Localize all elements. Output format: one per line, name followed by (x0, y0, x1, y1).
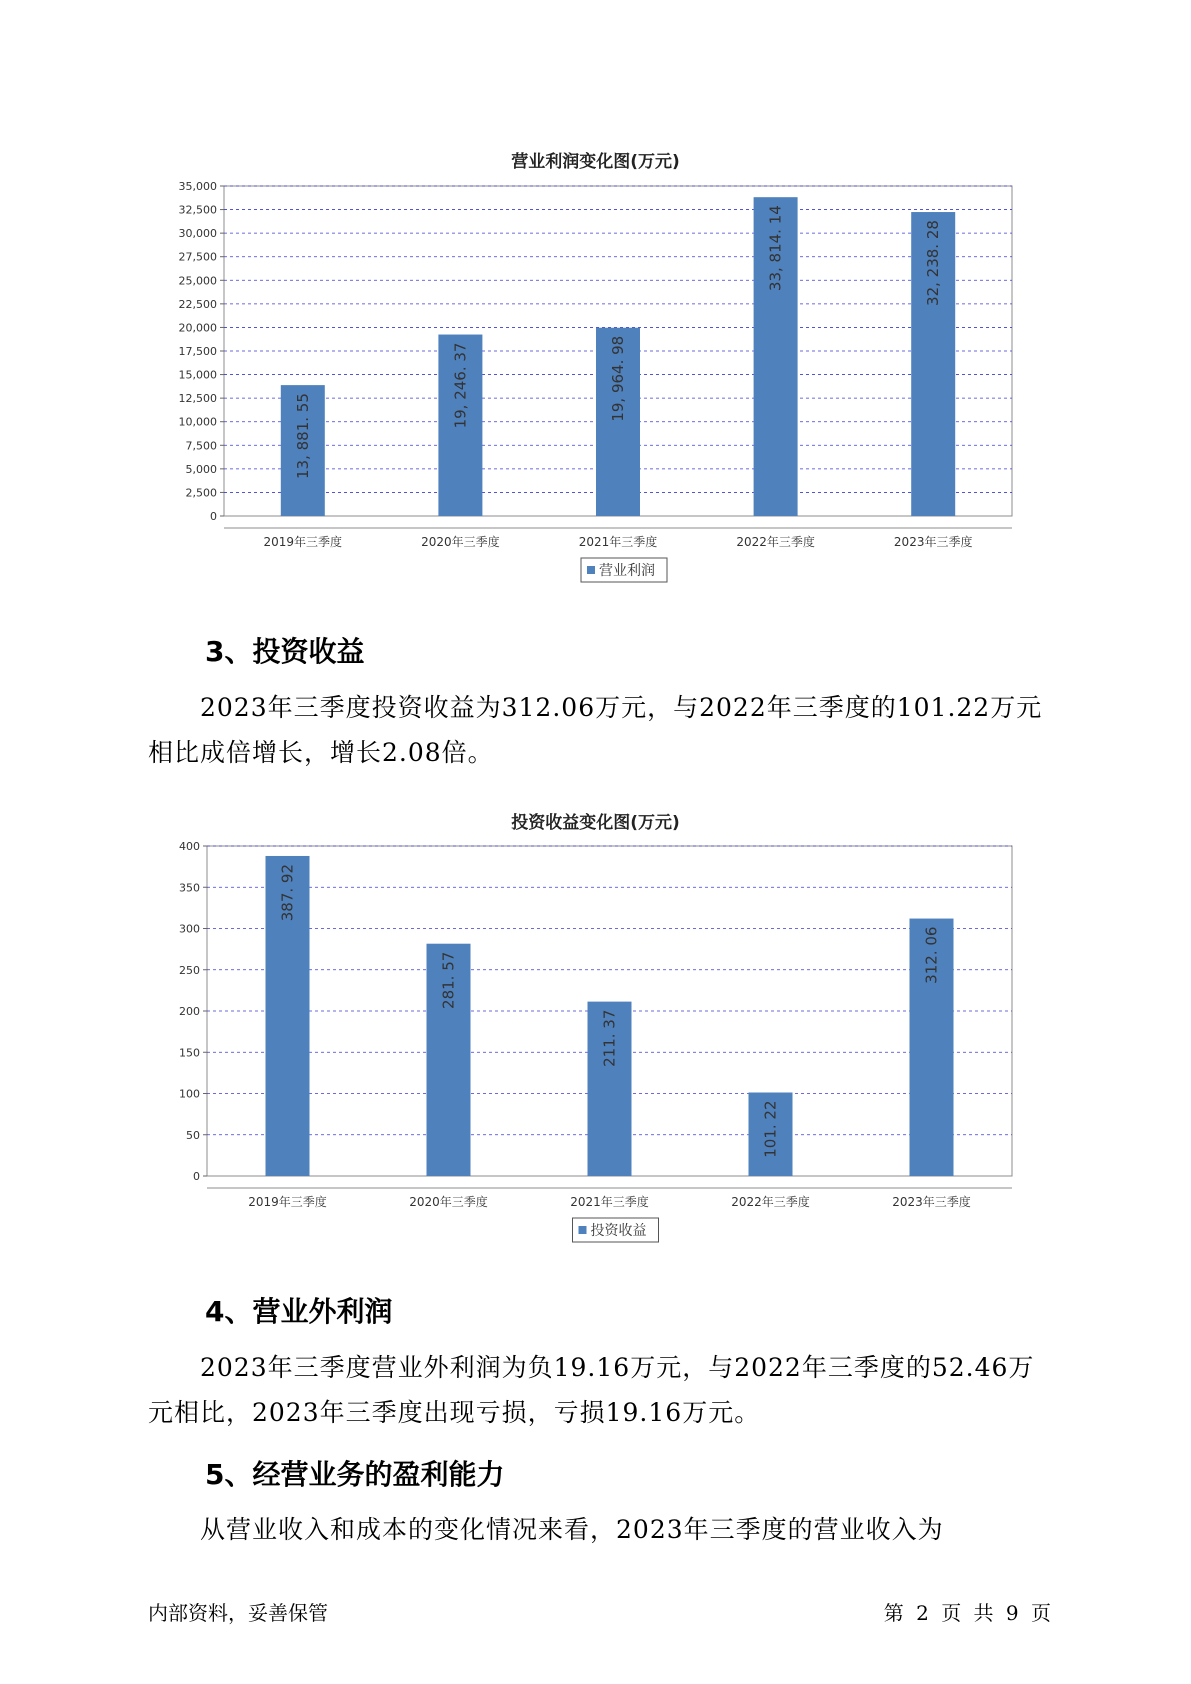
y-tick-label: 15,000 (178, 368, 217, 382)
footer-confidential-note: 内部资料，妥善保管 (148, 1601, 328, 1625)
bar-value-label: 19, 964. 98 (609, 335, 627, 422)
y-tick-label: 25,000 (178, 274, 217, 288)
bar-value-label: 281. 57 (439, 951, 458, 1009)
y-tick-label: 100 (179, 1087, 200, 1101)
investment-income-chart (0, 840, 1191, 1260)
y-tick-label: 17,500 (178, 345, 217, 358)
x-category-label: 2022年三季度 (731, 1195, 810, 1209)
y-tick-label: 0 (193, 1170, 200, 1183)
y-tick-label: 32,500 (178, 203, 217, 217)
y-tick-label: 2,500 (185, 486, 217, 500)
y-tick-label: 350 (179, 881, 200, 895)
y-tick-label: 50 (186, 1128, 200, 1142)
y-tick-label: 5,000 (185, 462, 217, 476)
x-category-label: 2023年三季度 (892, 1195, 971, 1209)
x-category-label: 2019年三季度 (248, 1195, 327, 1209)
x-category-label: 2022年三季度 (736, 535, 815, 549)
y-tick-label: 200 (179, 1005, 200, 1018)
bar-value-label: 312. 06 (922, 926, 941, 984)
x-category-label: 2020年三季度 (421, 535, 500, 549)
y-tick-label: 20,000 (178, 321, 217, 335)
y-tick-label: 27,500 (178, 250, 217, 264)
y-tick-label: 300 (179, 922, 200, 936)
section-4-paragraph: 2023年三季度营业外利润为负19.16万元，与2022年三季度的52.46万元相比，2023年三季度出现亏损，亏损19.16万元。 (148, 1353, 1035, 1427)
bar-value-label: 19, 246. 37 (451, 342, 470, 429)
operating-profit-chart (0, 180, 1191, 600)
chart2-title: 投资收益变化图(万元) (511, 813, 680, 833)
chart1-title: 营业利润变化图(万元) (511, 152, 680, 172)
y-tick-label: 7,500 (185, 439, 217, 453)
legend-swatch (579, 1226, 587, 1234)
y-tick-label: 250 (179, 963, 200, 977)
y-tick-label: 30,000 (178, 227, 217, 241)
y-tick-label: 0 (210, 510, 217, 523)
bar-value-label: 32, 238. 28 (924, 220, 943, 306)
bar-value-label: 387. 92 (278, 863, 297, 922)
footer-page-number: 第 2 页 共 9 页 (883, 1601, 1051, 1625)
x-category-label: 2020年三季度 (409, 1195, 488, 1209)
y-tick-label: 150 (179, 1046, 200, 1060)
x-category-label: 2019年三季度 (263, 535, 343, 549)
legend-swatch (587, 566, 595, 574)
section-4-title: 4、营业外利润 (205, 1295, 393, 1328)
y-tick-label: 35,000 (178, 180, 217, 193)
section-5-paragraph: 从营业收入和成本的变化情况来看，2023年三季度的营业收入为 (200, 1515, 944, 1544)
section-3-title: 3、投资收益 (205, 635, 365, 668)
x-category-label: 2021年三季度 (570, 1195, 649, 1209)
legend-label: 投资收益 (590, 1223, 647, 1239)
section-5-title: 5、经营业务的盈利能力 (205, 1458, 505, 1491)
bar-value-label: 13, 881. 55 (293, 393, 312, 480)
legend-label: 营业利润 (599, 563, 655, 579)
bar-value-label: 33, 814. 14 (766, 205, 785, 292)
y-tick-label: 10,000 (178, 415, 217, 429)
y-tick-label: 12,500 (178, 392, 217, 406)
bar-value-label: 211. 37 (600, 1009, 619, 1067)
x-category-label: 2021年三季度 (578, 535, 658, 549)
y-tick-label: 400 (179, 840, 200, 853)
section-3-paragraph: 2023年三季度投资收益为312.06万元，与2022年三季度的101.22万元相比成倍增长，增长2.08倍。 (148, 693, 1043, 767)
y-tick-label: 22,500 (178, 297, 217, 311)
bar-value-label: 101. 22 (761, 1100, 780, 1158)
x-category-label: 2023年三季度 (893, 535, 973, 549)
